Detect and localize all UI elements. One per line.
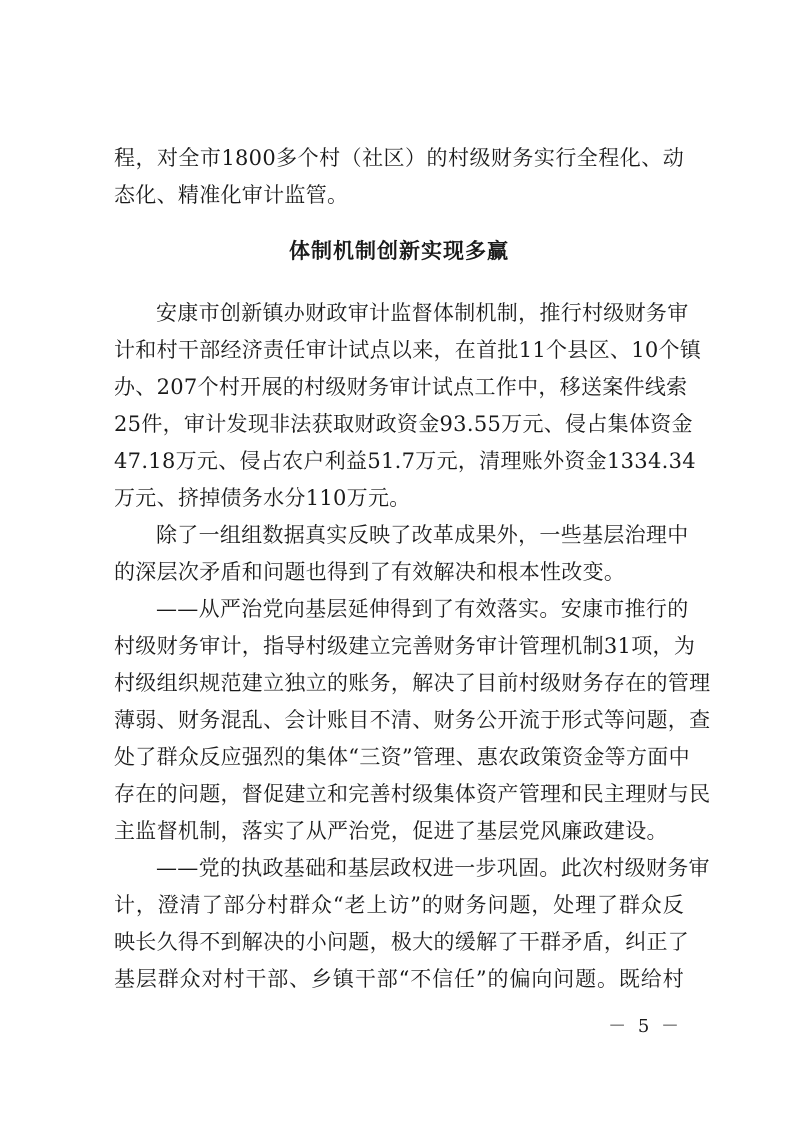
- body-text-line: 态化、精准化审计监管。: [114, 183, 349, 207]
- body-text-line: 映长久得不到解决的小问题，极大的缓解了干群矛盾，纠正了: [114, 930, 690, 954]
- paragraph-first-line: ——从严治党向基层延伸得到了有效落实。安康市推行的: [156, 597, 689, 621]
- section-heading: 体制机制创新实现多赢: [289, 239, 509, 263]
- body-text-line: 村级组织规范建立独立的账务，解决了目前村级财务存在的管理: [114, 671, 711, 695]
- body-text-line: 25件，审计发现非法获取财政资金93.55万元、侵占集体资金: [114, 412, 693, 436]
- paragraph-first-line: 安康市创新镇办财政审计监督体制机制，推行村级财务审: [156, 301, 689, 325]
- paragraph-first-line: ——党的执政基础和基层政权进一步巩固。此次村级财务审: [156, 856, 710, 880]
- paragraph-first-line: 除了一组组数据真实反映了改革成果外，一些基层治理中: [156, 523, 689, 547]
- body-text-line: 计和村干部经济责任审计试点以来，在首批11个县区、10个镇: [114, 338, 702, 362]
- page-number: － 5 －: [608, 1016, 682, 1037]
- body-text-line: 办、207个村开展的村级财务审计试点工作中，移送案件线索: [114, 375, 688, 399]
- body-text-line: 村级财务审计，指导村级建立完善财务审计管理机制31项，为: [114, 634, 696, 658]
- body-text-line: 的深层次矛盾和问题也得到了有效解决和根本性改变。: [114, 560, 626, 584]
- body-text-line: 计，澄清了部分村群众“老上访”的财务问题，处理了群众反: [114, 893, 684, 917]
- body-text-line: 处了群众反应强烈的集体“三资”管理、惠农政策资金等方面中: [114, 745, 690, 769]
- body-text-line: 薄弱、财务混乱、会计账目不清、财务公开流于形式等问题，查: [114, 708, 711, 732]
- body-text-line: 万元、挤掉债务水分110万元。: [114, 486, 411, 510]
- body-text-line: 存在的问题，督促建立和完善村级集体资产管理和民主理财与民: [114, 782, 711, 806]
- body-text-line: 程，对全市1800多个村（社区）的村级财务实行全程化、动: [114, 146, 684, 170]
- body-text-line: 主监督机制，落实了从严治党，促进了基层党风廉政建设。: [114, 819, 668, 843]
- body-text-line: 基层群众对村干部、乡镇干部“不信任”的偏向问题。既给村: [114, 967, 684, 991]
- body-text-line: 47.18万元、侵占农户利益51.7万元，清理账外资金1334.34: [114, 449, 696, 473]
